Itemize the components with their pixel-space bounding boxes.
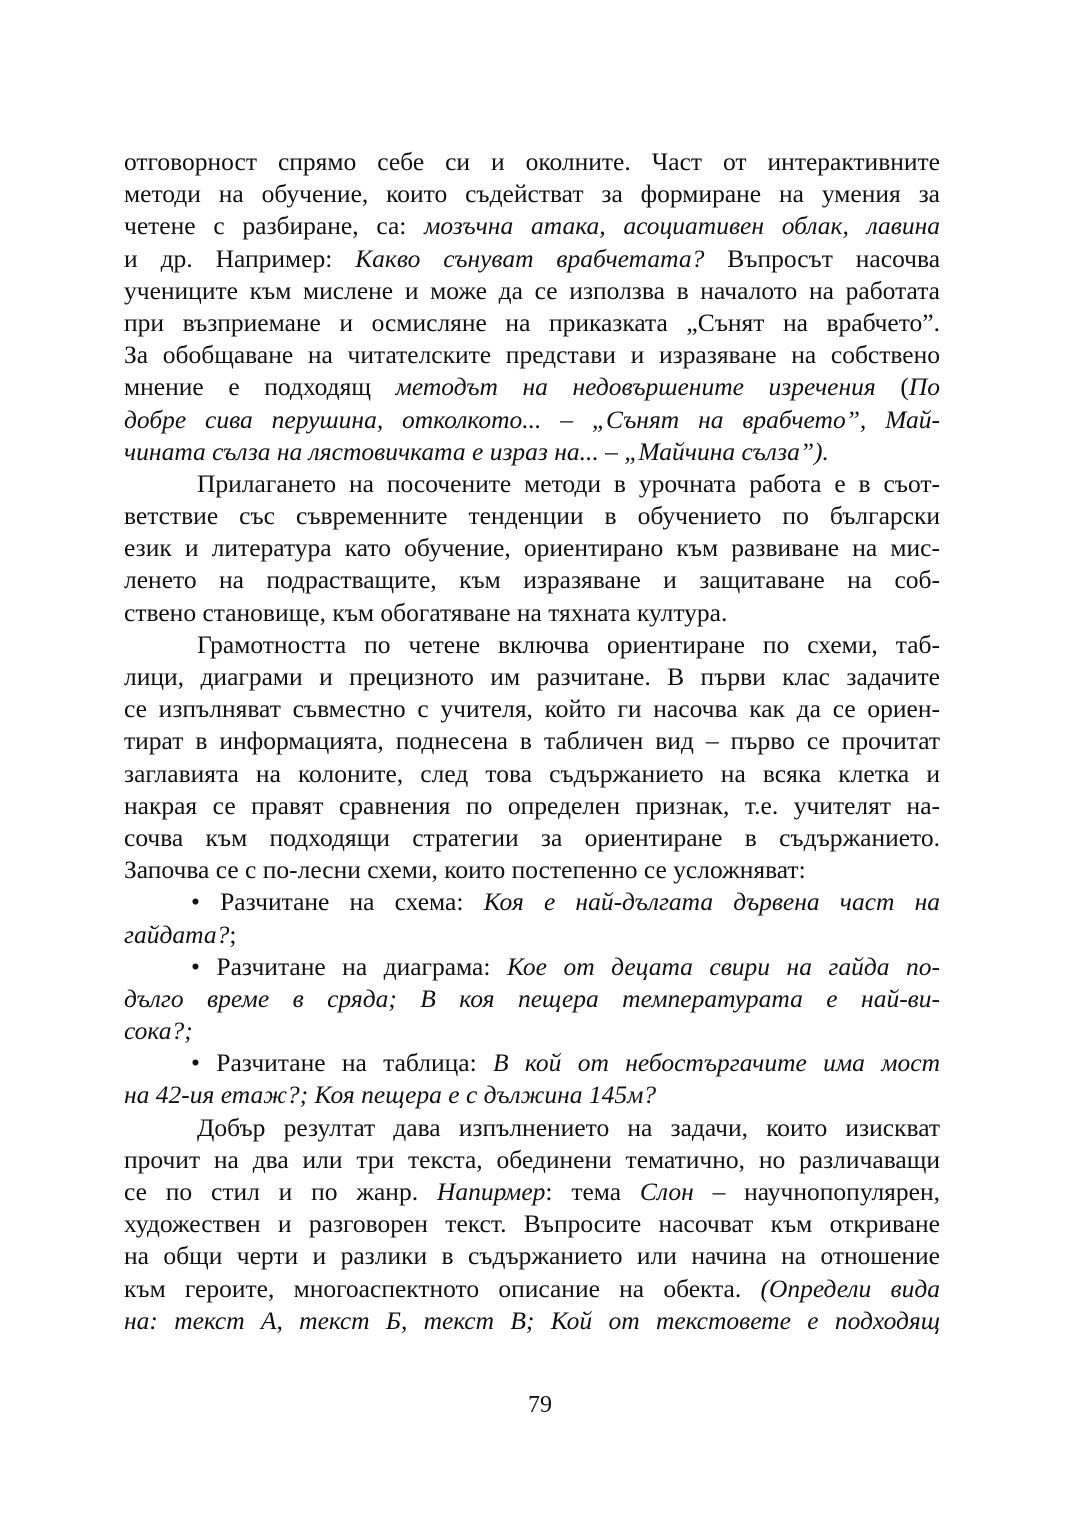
text-line: дълго време в сряда; В коя пещера температурата е най-ви- xyxy=(124,983,940,1013)
text-line: накрая се правят сравнения по определен признак, т.е. учителят на- xyxy=(124,790,940,820)
text-line: при възприемане и осмисляне на приказката „Сънят на врабчето”. xyxy=(124,307,940,337)
bullet-list xyxy=(124,886,940,1111)
paragraph-4 xyxy=(124,1112,940,1337)
text-line: на 42-ия етаж?; Коя пещера е с дължина 145м? xyxy=(124,1080,657,1110)
text-line: сочва към подходящи стратегии за ориентиране в съдържанието. xyxy=(124,822,940,852)
text-line: се по стил и по жанр. Напирмер: тема Слон – научнопопулярен, xyxy=(124,1177,940,1206)
text-line: За обобщаване на читателските представи и изразяване на собствено xyxy=(124,340,940,370)
paragraph-2 xyxy=(124,468,940,629)
bullet-item-table: • Разчитане на таблица: В кой от небостъргачите има мост xyxy=(191,1048,940,1078)
bullet-item-diagram: • Разчитане на диаграма: Кое от децата свири на гайда по- xyxy=(191,951,941,981)
paragraph-3 xyxy=(124,629,940,887)
text-line: ветствие със съвременните тенденции в обучението по български xyxy=(124,501,940,531)
text-line: ствено становище, към обогатяване на тяхната култура. xyxy=(124,597,728,627)
page-number: 79 xyxy=(528,1392,552,1418)
text-line: отговорност спрямо себе си и околните. Част от интерактивните xyxy=(124,147,940,176)
text-line: Добър резултат дава изпълнението на задачи, които изискват xyxy=(197,1112,940,1142)
text-line: тират в информацията, поднесена в табличен вид – първо се прочитат xyxy=(124,726,940,756)
text-line: четене с разбиране, са: мозъчна атака, асоциативен облак, лавина xyxy=(124,211,940,241)
text-line: мнение е подходящ методът на недовършените изречения (По xyxy=(124,372,940,402)
text-line: и др. Например: Какво сънуват врабчетата? Въпросът насочва xyxy=(124,243,941,273)
text-line: ленето на подрастващите, към изразяване и защитаване на соб- xyxy=(124,565,940,595)
text-line: чината сълза на лястовичката е израз на... – „Майчина сълза”). xyxy=(124,436,829,466)
text-line: прочит на два или три текста, обединени тематично, но различаващи xyxy=(124,1144,940,1174)
text-line: сока?; xyxy=(124,1016,193,1046)
page-body xyxy=(124,146,940,1337)
text-line: лици, диаграми и прецизното им разчитане. В първи клас задачите xyxy=(124,662,940,691)
paragraph-1 xyxy=(124,146,940,468)
text-line: се изпълняват съвместно с учителя, който ги насочва как да се ориен- xyxy=(124,694,940,724)
text-line: на: текст А, текст Б, текст В; Кой от текстовете е подходящ xyxy=(124,1305,940,1335)
text-line: Прилагането на посочените методи в урочната работа е в съот- xyxy=(197,468,940,498)
text-line: Грамотността по четене включва ориентиране по схеми, таб- xyxy=(197,629,940,659)
text-line: добре сива перушина, отколкото... – „Сънят на врабчето”, Май- xyxy=(124,404,940,434)
text-line: методи на обучение, които съдействат за формиране на умения за xyxy=(124,179,940,209)
text-line: на общи черти и разлики в съдържанието или начина на отношение xyxy=(124,1241,940,1271)
text-line: учениците към мислене и може да се използва в началото на работата xyxy=(124,275,940,305)
text-line: заглавията на колоните, след това съдържанието на всяка клетка и xyxy=(124,758,940,788)
text-line: език и литература като обучение, ориентирано към развиване на мис- xyxy=(124,533,940,563)
text-line: художествен и разговорен текст. Въпросите насочват към откриване xyxy=(124,1209,940,1239)
text-line: гайдата?; xyxy=(124,919,237,949)
bullet-item-scheme: • Разчитане на схема: Коя е най-дългата дървена част на xyxy=(191,887,940,917)
text-line: към героите, многоаспектното описание на обекта. (Определи вида xyxy=(124,1273,940,1303)
text-line: Започва се с по-лесни схеми, които постепенно се усложняват: xyxy=(124,855,806,885)
